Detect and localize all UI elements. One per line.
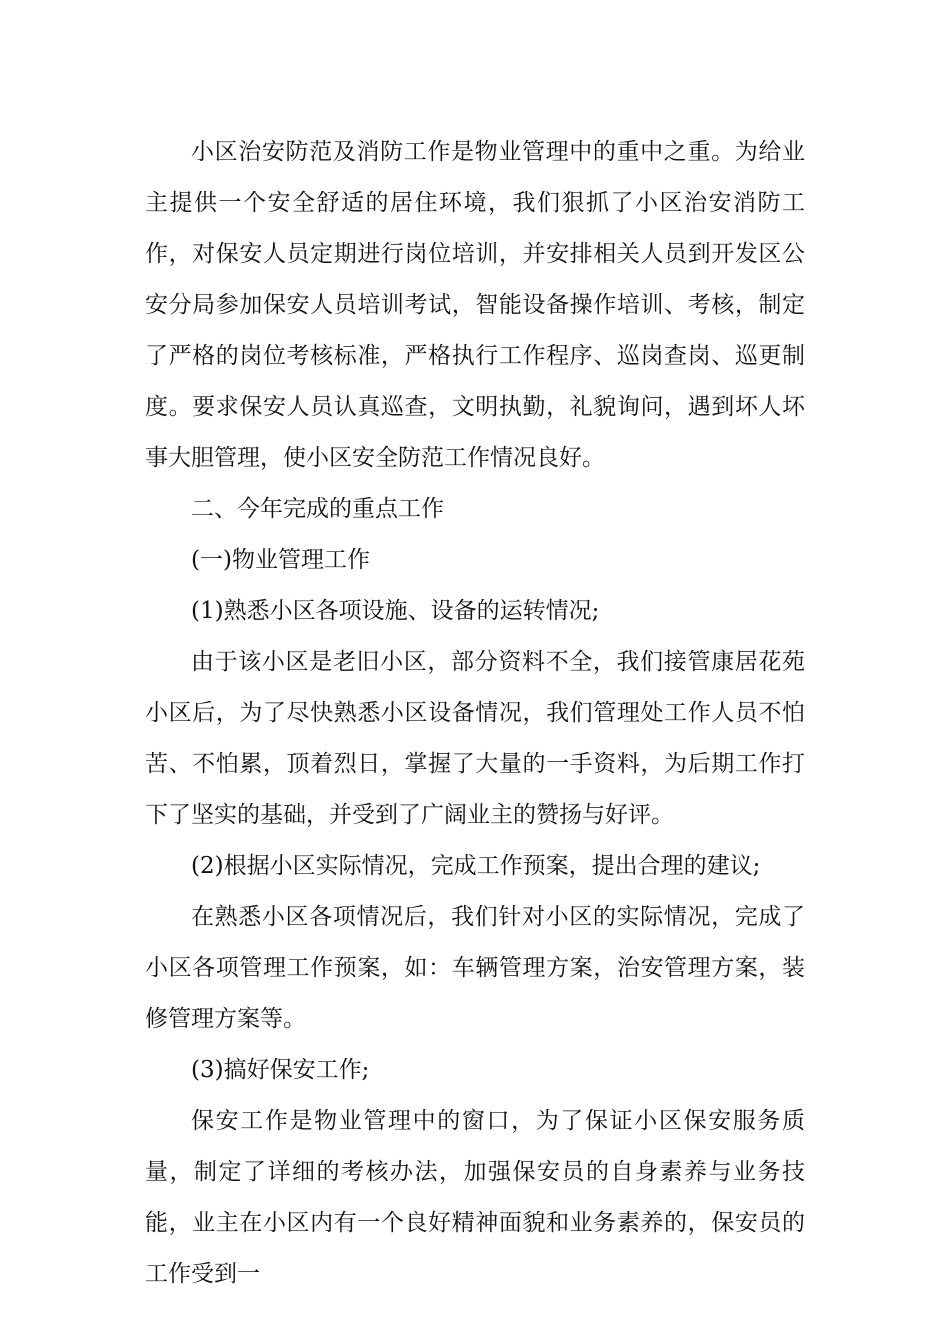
document-body — [145, 127, 805, 1300]
subheading-property-management: (一)物业管理工作 — [191, 547, 370, 573]
paragraph-item-2: 在熟悉小区各项情况后，我们针对小区的实际情况，完成了小区各项管理工作预案，如：车辆管理方案，治安管理方案，装修管理方案等。 — [145, 904, 805, 1032]
paragraph-item-3: 保安工作是物业管理中的窗口，为了保证小区保安服务质量，制定了详细的考核办法，加强保安员的自身素养与业务技能，业主在小区内有一个良好精神面貌和业务素养的，保安员的工作受到一 — [145, 1108, 805, 1287]
item-heading-3: (3)搞好保安工作; — [191, 1057, 370, 1083]
paragraph-item-1: 由于该小区是老旧小区，部分资料不全，我们接管康居花苑小区后，为了尽快熟悉小区设备情况，我们管理处工作人员不怕苦、不怕累，顶着烈日，掌握了大量的一手资料，为后期工作打下了坚实的基础，并受到了广阔业主的赞扬与好评。 — [145, 649, 805, 828]
item-heading-1: (1)熟悉小区各项设施、设备的运转情况; — [191, 598, 600, 624]
section-heading-key-work: 二、今年完成的重点工作 — [191, 496, 444, 522]
item-heading-2: (2)根据小区实际情况，完成工作预案，提出合理的建议; — [191, 853, 761, 879]
paragraph-security-intro: 小区治安防范及消防工作是物业管理中的重中之重。为给业主提供一个安全舒适的居住环境，我们狠抓了小区治安消防工作，对保安人员定期进行岗位培训，并安排相关人员到开发区公安分局参加保安人员培训考试，智能设备操作培训、考核，制定了严格的岗位考核标准，严格执行工作程序、巡岗查岗、巡更制度。要求保安人员认真巡查，文明执勤，礼貌询问，遇到坏人坏事大胆管理，使小区安全防范工作情况良好。 — [145, 139, 805, 471]
